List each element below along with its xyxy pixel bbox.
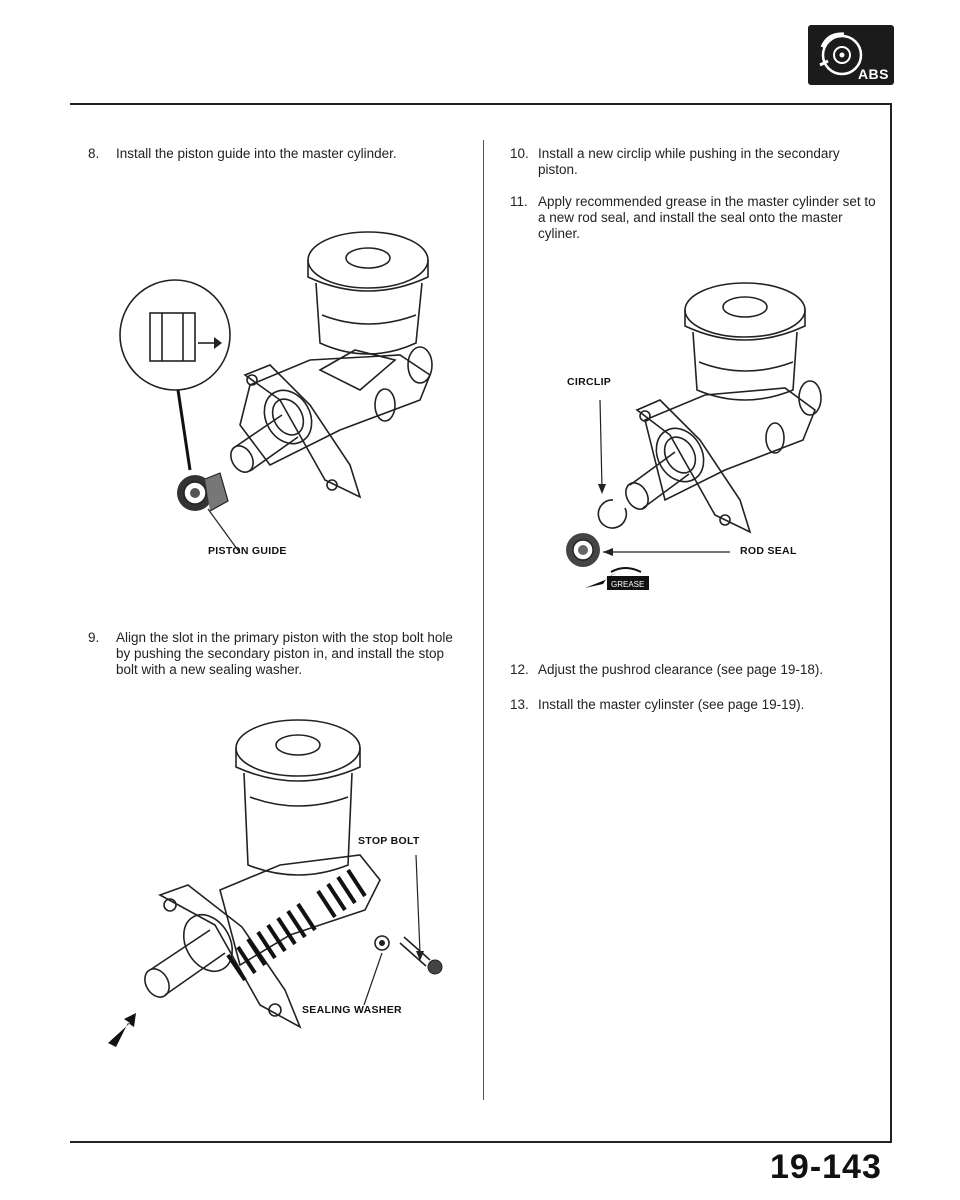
step-number: 8.	[88, 146, 100, 161]
step-number: 10.	[510, 146, 529, 161]
step-12	[510, 662, 880, 682]
step-11	[510, 194, 880, 254]
figure-piston-guide	[110, 215, 460, 545]
bottom-rule	[70, 1141, 892, 1143]
column-divider	[483, 140, 484, 1100]
step-number: 13.	[510, 697, 529, 712]
step-10	[510, 146, 880, 186]
abs-badge-label: ABS	[857, 66, 889, 82]
figure-stop-bolt	[110, 715, 460, 1070]
step-text: Install the master cylinster (see page 19-19).	[538, 697, 805, 712]
step-number: 9.	[88, 630, 100, 645]
page-number: 19-143	[770, 1148, 882, 1186]
callout-rod-seal: ROD SEAL	[740, 545, 797, 557]
svg-text:GREASE: GREASE	[611, 580, 645, 589]
callout-circlip: CIRCLIP	[567, 376, 612, 388]
step-13	[510, 697, 880, 717]
step-text: Install the piston guide into the master cylinder.	[116, 146, 397, 161]
callout-piston-guide: PISTON GUIDE	[208, 545, 287, 557]
step-number: 11.	[510, 194, 528, 209]
figure-circlip-rod-seal	[545, 270, 875, 600]
right-rule	[890, 103, 892, 1143]
step-text: Install a new circlip while pushing in the secondary piston.	[538, 146, 840, 177]
step-text: Align the slot in the primary piston with the stop bolt hole by pushing the secondary piston in, and install the stop bolt with a new sealing washer.	[116, 630, 453, 677]
step-8	[88, 146, 468, 166]
top-rule	[70, 103, 892, 105]
step-9	[88, 630, 468, 690]
grease-icon	[585, 568, 649, 590]
step-number: 12.	[510, 662, 529, 677]
abs-badge	[808, 25, 894, 85]
callout-sealing-washer: SEALING WASHER	[302, 1004, 402, 1016]
callout-stop-bolt: STOP BOLT	[358, 835, 420, 847]
step-text: Apply recommended grease in the master cylinder set to a new rod seal, and install the seal onto the master cyliner.	[538, 194, 876, 241]
step-text: Adjust the pushrod clearance (see page 19-18).	[538, 662, 824, 677]
